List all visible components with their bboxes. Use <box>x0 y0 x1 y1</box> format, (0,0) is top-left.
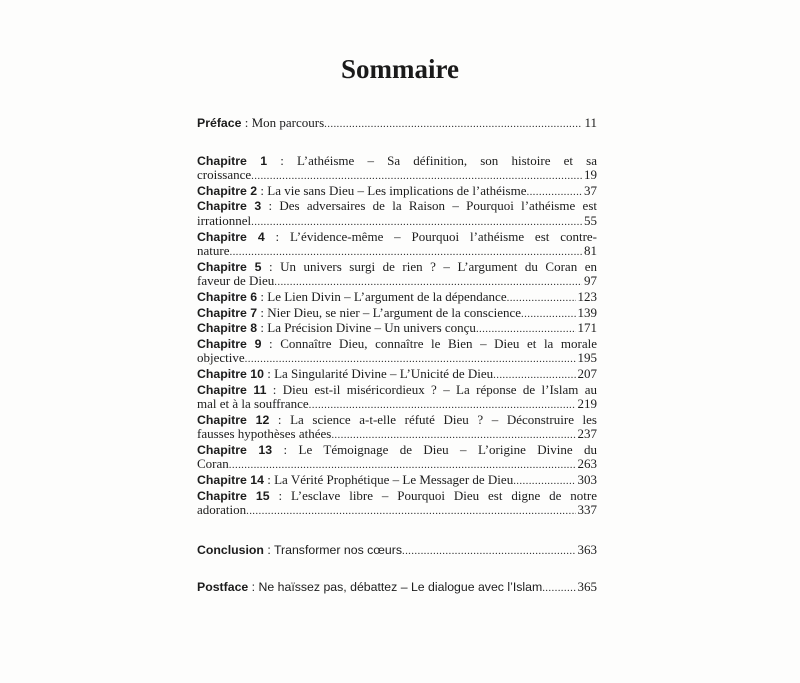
toc-page-number: 171 <box>577 321 597 336</box>
toc-label: Chapitre 13 <box>197 442 273 457</box>
dot-leader <box>526 185 582 200</box>
toc-entry-chapter <box>197 290 597 306</box>
toc-page-number: 11 <box>584 116 597 130</box>
dot-leader <box>251 215 582 230</box>
toc-title-continued: adoration <box>197 503 247 518</box>
toc-entry-chapter <box>197 321 597 337</box>
toc-entry-chapter <box>197 383 597 413</box>
toc-page-number: 139 <box>577 305 597 320</box>
toc-label: Chapitre 12 <box>197 412 270 427</box>
toc-page-number: 303 <box>577 473 597 488</box>
toc-title: : L’esclave libre – Pourquoi Dieu est digne de notre <box>269 487 597 503</box>
toc-label: Chapitre 3 <box>197 199 262 214</box>
toc-page-number: 237 <box>577 427 597 442</box>
toc-title: : Transformer nos cœurs <box>263 542 402 557</box>
toc-page-number: 55 <box>584 213 597 228</box>
toc-entry-chapter <box>197 443 597 473</box>
dot-leader <box>229 245 582 260</box>
toc-title-continued: objective <box>197 351 245 366</box>
toc-page-number: 263 <box>577 457 597 472</box>
dot-leader <box>476 322 576 337</box>
toc-label: Conclusion <box>197 542 264 557</box>
toc-page-number: 363 <box>577 542 597 557</box>
toc-title-continued: faveur de Dieu <box>197 274 275 289</box>
toc-title-continued: croissance <box>197 168 252 183</box>
toc-page-number: 123 <box>577 289 597 304</box>
toc-entry-chapter <box>197 306 597 322</box>
dot-leader <box>245 352 576 367</box>
toc-title: : Le Témoignage de Dieu – L’origine Divine du <box>272 441 597 457</box>
dot-leader <box>324 117 582 132</box>
toc-label: Chapitre 5 <box>197 259 262 274</box>
dot-leader <box>513 474 575 489</box>
dot-leader <box>331 428 575 443</box>
toc-title: : La Singularité Divine – L’Unicité de Dieu <box>263 366 494 381</box>
toc-title: : Des adversaires de la Raison – Pourquoi l’athéisme est <box>261 198 597 214</box>
toc-page-number: 219 <box>577 397 597 412</box>
toc-entry-postface <box>197 580 597 596</box>
dot-leader <box>309 398 576 413</box>
dot-leader <box>507 291 576 306</box>
toc-page-number: 37 <box>584 183 597 198</box>
toc-title-continued: Coran <box>197 457 229 472</box>
toc-label: Chapitre 14 <box>197 473 264 488</box>
dot-leader <box>542 581 575 596</box>
toc-title-continued: nature <box>197 244 230 259</box>
toc-entry-preface <box>197 116 597 132</box>
toc-label: Chapitre 6 <box>197 289 258 304</box>
dot-leader <box>402 544 576 559</box>
toc-page-number: 195 <box>577 351 597 366</box>
dot-leader <box>274 275 582 290</box>
toc-page-number: 81 <box>584 244 597 259</box>
dot-leader <box>229 458 576 473</box>
toc-title: : Mon parcours <box>241 116 325 130</box>
toc-label: Chapitre 2 <box>197 183 258 198</box>
toc-page-number: 207 <box>577 366 597 381</box>
dot-leader <box>493 368 575 383</box>
toc-page-number: 97 <box>584 274 597 289</box>
toc-page-number: 337 <box>577 503 597 518</box>
toc-entry-conclusion <box>197 543 597 559</box>
toc-title: : Nier Dieu, se nier – L’argument de la conscience <box>257 305 522 320</box>
toc-label: Chapitre 11 <box>197 382 267 397</box>
toc-title-continued: irrationnel <box>197 213 252 228</box>
toc-title: : Connaître Dieu, connaître le Bien – Dieu et la morale <box>261 335 597 351</box>
toc-title: : Dieu est-il miséricordieux ? – La réponse de l’Islam au <box>266 381 597 397</box>
toc-title-continued: fausses hypothèses athées <box>197 427 332 442</box>
toc-label: Postface <box>197 580 249 595</box>
toc-label: Chapitre 8 <box>197 321 258 336</box>
toc-entry-chapter <box>197 230 597 260</box>
toc-label: Chapitre 15 <box>197 488 270 503</box>
toc-entry-chapter <box>197 154 597 184</box>
toc-entry-chapter <box>197 184 597 200</box>
toc-entry-chapter <box>197 199 597 229</box>
toc-page-number: 19 <box>584 168 597 183</box>
toc-title: : Le Lien Divin – L’argument de la dépendance <box>257 289 507 304</box>
toc-label: Chapitre 9 <box>197 336 262 351</box>
chapter-list <box>197 154 597 519</box>
toc-label: Chapitre 1 <box>197 153 268 168</box>
page-title: Sommaire <box>341 54 459 84</box>
toc-title: : La Précision Divine – Un univers conçu <box>257 321 476 336</box>
toc-title: : La vie sans Dieu – Les implications de l’athéisme <box>257 183 527 198</box>
toc-entry-chapter <box>197 473 597 489</box>
toc-title: : Un univers surgi de rien ? – L’argument du Coran en <box>261 258 597 274</box>
toc-title: : La Vérité Prophétique – Le Messager de Dieu <box>263 473 514 488</box>
toc-page-number: 365 <box>577 580 597 595</box>
toc-entry-chapter <box>197 489 597 519</box>
table-of-contents <box>197 116 597 596</box>
toc-label: Chapitre 7 <box>197 305 258 320</box>
toc-title: : Ne haïssez pas, débattez – Le dialogue avec l’Islam <box>248 580 543 595</box>
toc-entry-chapter <box>197 260 597 290</box>
toc-entry-chapter <box>197 413 597 443</box>
dot-leader <box>251 169 582 184</box>
toc-entry-chapter <box>197 337 597 367</box>
dot-leader <box>246 504 575 519</box>
toc-title-continued: mal et à la souffrance <box>197 397 309 412</box>
toc-label: Chapitre 4 <box>197 229 265 244</box>
toc-title: : L’athéisme – Sa définition, son histoire et sa <box>267 152 598 168</box>
dot-leader <box>521 307 575 322</box>
toc-label: Chapitre 10 <box>197 366 264 381</box>
toc-title: : L’évidence-même – Pourquoi l’athéisme est contre- <box>264 228 598 244</box>
toc-title: : La science a-t-elle réfuté Dieu ? – Déconstruire les <box>269 411 597 427</box>
toc-label: Préface <box>197 116 242 130</box>
toc-entry-chapter <box>197 367 597 383</box>
